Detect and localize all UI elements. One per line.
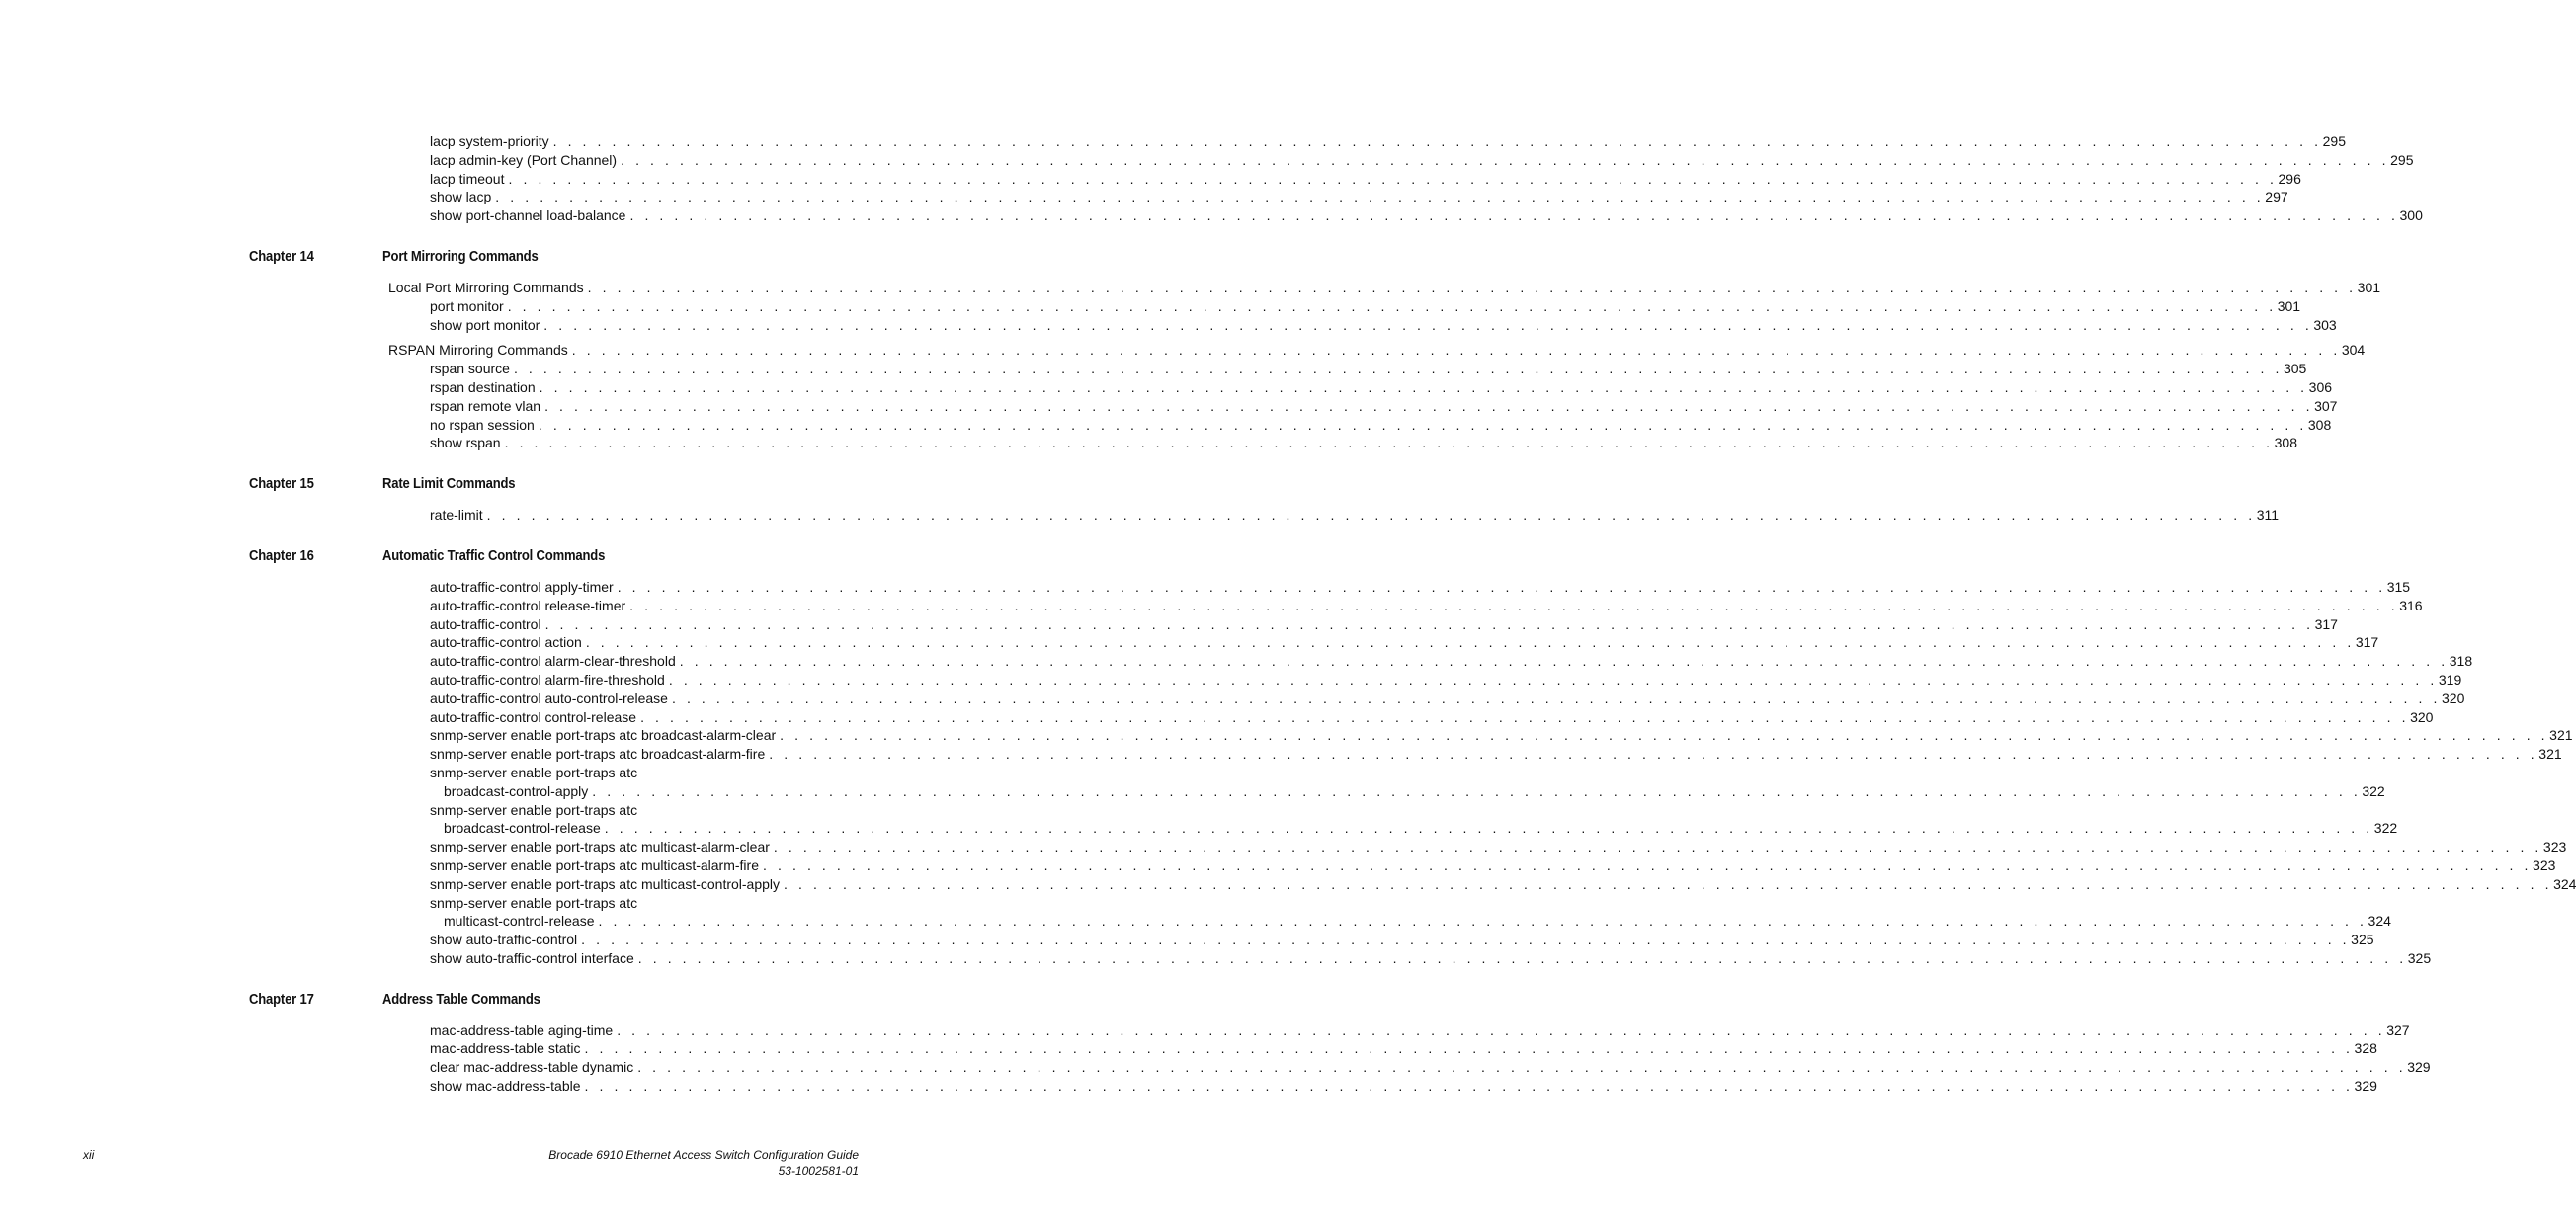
footer-doc-info	[548, 1147, 859, 1179]
toc-entry[interactable]	[0, 856, 2556, 875]
toc-entry[interactable]	[0, 782, 2385, 801]
dot-leader: . . . . . . . . . . . . . . . . . . . . . . . . . . . . . . . . . . . . . . . . . . . . . . . . . . . . . . . . . . . . . . . . . . . . . . . . . . . . . . . . . . . . . . . . . . . . . . . . . . . . . . . . . . . . . . . . . . . . . . . .	[604, 820, 2373, 837]
dot-leader: . . . . . . . . . . . . . . . . . . . . . . . . . . . . . . . . . . . . . . . . . . . . . . . . . . . . . . . . . . . . . . . . . . . . . . . . . . . . . . . . . . . . . . . . . . . . . . . . . . . . . . . . . . . . . . . . . . . . . . . .	[629, 597, 2399, 613]
toc-entry-page: 307	[2314, 397, 2338, 414]
toc-entry-leader-row	[430, 838, 2567, 856]
toc-entry-title: mac-address-table static	[430, 1039, 585, 1058]
toc-entry-title: show mac-address-table	[430, 1077, 585, 1096]
toc-entry[interactable]	[0, 206, 2423, 225]
toc-entry[interactable]	[0, 506, 2280, 525]
toc-entry-leader-row	[430, 316, 2337, 335]
toc-entry-page: 317	[2355, 634, 2379, 651]
toc-entry[interactable]	[0, 1077, 2377, 1096]
toc-entry-page: 322	[2373, 820, 2398, 837]
toc-entry-title: rspan remote vlan	[430, 397, 544, 416]
table-of-contents	[0, 132, 2576, 1096]
toc-entry[interactable]	[0, 578, 2411, 597]
toc-entry-leader-row	[430, 690, 2465, 708]
chapter-title: Automatic Traffic Control Commands	[382, 547, 606, 564]
toc-entry-page: 318	[2449, 653, 2473, 670]
dot-leader: . . . . . . . . . . . . . . . . . . . . . . . . . . . . . . . . . . . . . . . . . . . . . . . . . . . . . . . . . . . . . . . . . . . . . . . . . . . . . . . . . . . . . . . . . . . . . . . . . . . . . . . . . . . . . . . . . . . . . . . .	[513, 361, 2283, 377]
chapter-label: Chapter 15	[249, 476, 314, 493]
toc-entry[interactable]	[0, 615, 2338, 634]
toc-entry-title: lacp admin-key (Port Channel)	[430, 151, 621, 170]
toc-entry-leader-row	[430, 633, 2379, 652]
toc-entry-page: 295	[2390, 151, 2414, 168]
toc-entry-wrapped-line	[0, 764, 943, 782]
toc-entry[interactable]	[0, 819, 2398, 838]
chapter-heading[interactable]	[0, 245, 943, 269]
toc-entry-page: 321	[2538, 746, 2562, 763]
toc-entry-page: 316	[2399, 597, 2423, 613]
toc-entry-title: auto-traffic-control release-timer	[430, 597, 629, 615]
toc-entry-page: 324	[2368, 913, 2391, 930]
toc-entry[interactable]	[0, 378, 2333, 397]
toc-entry[interactable]	[0, 397, 2338, 416]
chapter-title: Address Table Commands	[382, 991, 540, 1008]
chapter-label: Chapter 14	[249, 248, 314, 265]
dot-leader: . . . . . . . . . . . . . . . . . . . . . . . . . . . . . . . . . . . . . . . . . . . . . . . . . . . . . . . . . . . . . . . . . . . . . . . . . . . . . . . . . . . . . . . . . . . . . . . . . . . . . . . . . . . . . . . . . . . . . . . .	[617, 578, 2386, 595]
chapter-label: Chapter 16	[249, 547, 314, 564]
dot-leader: . . . . . . . . . . . . . . . . . . . . . . . . . . . . . . . . . . . . . . . . . . . . . . . . . . . . . . . . . . . . . . . . . . . . . . . . . . . . . . . . . . . . . . . . . . . . . . . . . . . . . . . . . . . . . . . . . . . . . . . .	[495, 189, 2265, 205]
toc-entry-page: 315	[2386, 578, 2411, 595]
toc-entry-title: show rspan	[430, 434, 505, 452]
toc-entry-title: broadcast-control-apply	[444, 782, 592, 801]
footer-page-number: xii	[83, 1148, 95, 1162]
toc-entry-title: RSPAN Mirroring Commands	[388, 341, 572, 360]
toc-entry-leader-row	[430, 206, 2423, 225]
toc-entry-leader-row	[430, 856, 2556, 875]
toc-entry-leader-row	[430, 615, 2338, 634]
toc-entry-page: 327	[2386, 1021, 2410, 1038]
dot-leader: . . . . . . . . . . . . . . . . . . . . . . . . . . . . . . . . . . . . . . . . . . . . . . . . . . . . . . . . . . . . . . . . . . . . . . . . . . . . . . . . . . . . . . . . . . . . . . . . . . . . . . . . . . . . . . . . . . . . . . . .	[508, 170, 2278, 187]
toc-entry[interactable]	[0, 434, 2297, 452]
toc-entry-title: show port monitor	[430, 316, 543, 335]
toc-entry-page: 323	[2542, 839, 2567, 855]
toc-entry[interactable]	[0, 1058, 2431, 1077]
toc-entry-page: 320	[2410, 708, 2434, 725]
dot-leader: . . . . . . . . . . . . . . . . . . . . . . . . . . . . . . . . . . . . . . . . . . . . . . . . . . . . . . . . . . . . . . . . . . . . . . . . . . . . . . . . . . . . . . . . . . . . . . . . . . . . . . . . . . . . . . . . . . . . . . . .	[679, 653, 2449, 670]
toc-entry-page: 328	[2354, 1040, 2377, 1057]
dot-leader: . . . . . . . . . . . . . . . . . . . . . . . . . . . . . . . . . . . . . . . . . . . . . . . . . . . . . . . . . . . . . . . . . . . . . . . . . . . . . . . . . . . . . . . . . . . . . . . . . . . . . . . . . . . . . . . . . . . . . . . .	[584, 1040, 2354, 1057]
toc-entry-leader-row	[430, 170, 2301, 189]
toc-entry[interactable]	[0, 1039, 2377, 1058]
toc-entry-page: 301	[2357, 279, 2381, 295]
footer-doc-title: Brocade 6910 Ethernet Access Switch Configuration Guide	[548, 1148, 859, 1162]
toc-entry-leader-row	[430, 506, 2280, 525]
toc-entry-page: 322	[2362, 782, 2385, 799]
toc-entry[interactable]	[0, 671, 2462, 690]
dot-leader: . . . . . . . . . . . . . . . . . . . . . . . . . . . . . . . . . . . . . . . . . . . . . . . . . . . . . . . . . . . . . . . . . . . . . . . . . . . . . . . . . . . . . . . . . . . . . . . . . . . . . . . . . . . . . . . . . . . . . . . .	[629, 207, 2399, 224]
toc-entry-leader-row	[430, 1077, 2377, 1096]
toc-entry-leader-row	[430, 1039, 2377, 1058]
dot-leader: . . . . . . . . . . . . . . . . . . . . . . . . . . . . . . . . . . . . . . . . . . . . . . . . . . . . . . . . . . . . . . . . . . . . . . . . . . . . . . . . . . . . . . . . . . . . . . . . . . . . . . . . . . . . . . . . . . . . . . . .	[585, 634, 2355, 651]
toc-entry-title: snmp-server enable port-traps atc broadcast-alarm-clear	[430, 726, 780, 745]
section-gap	[0, 334, 943, 341]
toc-entry-title: auto-traffic-control control-release	[430, 708, 640, 727]
toc-entry-page: 305	[2283, 361, 2307, 377]
toc-entry[interactable]	[0, 745, 2562, 764]
toc-entry-page: 303	[2313, 316, 2337, 333]
dot-leader: . . . . . . . . . . . . . . . . . . . . . . . . . . . . . . . . . . . . . . . . . . . . . . . . . . . . . . . . . . . . . . . . . . . . . . . . . . . . . . . . . . . . . . . . . . . . . . . . . . . . . . . . . . . . . . . . . . . . . . . .	[584, 1078, 2354, 1095]
dot-leader: . . . . . . . . . . . . . . . . . . . . . . . . . . . . . . . . . . . . . . . . . . . . . . . . . . . . . . . . . . . . . . . . . . . . . . . . . . . . . . . . . . . . . . . . . . . . . . . . . . . . . . . . . . . . . . . . . . . . . . . .	[587, 279, 2357, 295]
dot-leader: . . . . . . . . . . . . . . . . . . . . . . . . . . . . . . . . . . . . . . . . . . . . . . . . . . . . . . . . . . . . . . . . . . . . . . . . . . . . . . . . . . . . . . . . . . . . . . . . . . . . . . . . . . . . . . . . . . . . . . . .	[598, 913, 2368, 930]
toc-entry[interactable]	[0, 875, 2576, 894]
toc-entry-page: 308	[2307, 416, 2332, 433]
toc-entry-leader-row	[430, 188, 2288, 206]
dot-leader: . . . . . . . . . . . . . . . . . . . . . . . . . . . . . . . . . . . . . . . . . . . . . . . . . . . . . . . . . . . . . . . . . . . . . . . . . . . . . . . . . . . . . . . . . . . . . . . . . . . . . . . . . . . . . . . . . . . . . . . .	[668, 671, 2438, 688]
chapter-title: Port Mirroring Commands	[382, 248, 539, 265]
toc-entry-leader-row	[444, 912, 2391, 931]
toc-entry-leader-row	[430, 416, 2332, 435]
dot-leader: . . . . . . . . . . . . . . . . . . . . . . . . . . . . . . . . . . . . . . . . . . . . . . . . . . . . . . . . . . . . . . . . . . . . . . . . . . . . . . . . . . . . . . . . . . . . . . . . . . . . . . . . . . . . . . . . . . . . . . . .	[571, 342, 2341, 359]
toc-entry-title: auto-traffic-control	[430, 615, 545, 634]
toc-entry-page: 300	[2399, 207, 2423, 224]
dot-leader: . . . . . . . . . . . . . . . . . . . . . . . . . . . . . . . . . . . . . . . . . . . . . . . . . . . . . . . . . . . . . . . . . . . . . . . . . . . . . . . . . . . . . . . . . . . . . . . . . . . . . . . . . . . . . . . . . . . . . . . .	[769, 746, 2538, 763]
toc-entry-title: show lacp	[430, 188, 495, 206]
toc-entry-title: auto-traffic-control alarm-clear-threshold	[430, 652, 680, 671]
toc-entry-title: show auto-traffic-control	[430, 931, 581, 949]
chapter-heading[interactable]	[0, 988, 943, 1012]
toc-entry-leader-row	[430, 397, 2338, 416]
dot-leader: . . . . . . . . . . . . . . . . . . . . . . . . . . . . . . . . . . . . . . . . . . . . . . . . . . . . . . . . . . . . . . . . . . . . . . . . . . . . . . . . . . . . . . . . . . . . . . . . . . . . . . . . . . . . . . . . . . . . . . . .	[621, 151, 2390, 168]
dot-leader: . . . . . . . . . . . . . . . . . . . . . . . . . . . . . . . . . . . . . . . . . . . . . . . . . . . . . . . . . . . . . . . . . . . . . . . . . . . . . . . . . . . . . . . . . . . . . . . . . . . . . . . . . . . . . . . . . . . . . . . .	[539, 378, 2308, 395]
footer-doc-number: 53-1002581-01	[778, 1164, 859, 1178]
dot-leader: . . . . . . . . . . . . . . . . . . . . . . . . . . . . . . . . . . . . . . . . . . . . . . . . . . . . . . . . . . . . . . . . . . . . . . . . . . . . . . . . . . . . . . . . . . . . . . . . . . . . . . . . . . . . . . . . . . . . . . . .	[671, 690, 2441, 706]
toc-entry-page: 329	[2407, 1059, 2431, 1076]
dot-leader: . . . . . . . . . . . . . . . . . . . . . . . . . . . . . . . . . . . . . . . . . . . . . . . . . . . . . . . . . . . . . . . . . . . . . . . . . . . . . . . . . . . . . . . . . . . . . . . . . . . . . . . . . . . . . . . . . . . . . . . .	[552, 133, 2322, 149]
toc-entry-leader-row	[430, 151, 2414, 170]
toc-entry[interactable]	[0, 316, 2337, 335]
toc-entry[interactable]	[0, 726, 2573, 745]
toc-entry-wrapped-line	[0, 801, 943, 820]
toc-entry-title: no rspan session	[430, 416, 539, 435]
toc-entry-page: 319	[2438, 671, 2462, 688]
toc-entry[interactable]	[0, 151, 2414, 170]
toc-entry-page: 301	[2277, 297, 2301, 314]
toc-entry-title: multicast-control-release	[444, 912, 599, 931]
toc-entry-title: auto-traffic-control auto-control-release	[430, 690, 672, 708]
toc-entry-leader-row	[430, 931, 2374, 949]
toc-entry-title: Local Port Mirroring Commands	[388, 279, 588, 297]
toc-entry[interactable]	[0, 279, 2381, 297]
toc-entry-title-line1: snmp-server enable port-traps atc	[430, 894, 638, 911]
toc-entry-leader-row	[430, 949, 2432, 968]
dot-leader: . . . . . . . . . . . . . . . . . . . . . . . . . . . . . . . . . . . . . . . . . . . . . . . . . . . . . . . . . . . . . . . . . . . . . . . . . . . . . . . . . . . . . . . . . . . . . . . . . . . . . . . . . . . . . . . . . . . . . . . .	[543, 316, 2313, 333]
dot-leader: . . . . . . . . . . . . . . . . . . . . . . . . . . . . . . . . . . . . . . . . . . . . . . . . . . . . . . . . . . . . . . . . . . . . . . . . . . . . . . . . . . . . . . . . . . . . . . . . . . . . . . . . . . . . . . . . . . . . . . . .	[617, 1021, 2386, 1038]
dot-leader: . . . . . . . . . . . . . . . . . . . . . . . . . . . . . . . . . . . . . . . . . . . . . . . . . . . . . . . . . . . . . . . . . . . . . . . . . . . . . . . . . . . . . . . . . . . . . . . . . . . . . . . . . . . . . . . . . . . . . . . .	[640, 708, 2410, 725]
toc-entry[interactable]	[0, 708, 2434, 727]
toc-entry-title: port monitor	[430, 297, 508, 316]
toc-entry-page: 306	[2308, 378, 2333, 395]
toc-entry-title: show port-channel load-balance	[430, 206, 629, 225]
toc-entry[interactable]	[0, 1021, 2410, 1040]
dot-leader: . . . . . . . . . . . . . . . . . . . . . . . . . . . . . . . . . . . . . . . . . . . . . . . . . . . . . . . . . . . . . . . . . . . . . . . . . . . . . . . . . . . . . . . . . . . . . . . . . . . . . . . . . . . . . . . . . . . . . . . .	[637, 1059, 2407, 1076]
dot-leader: . . . . . . . . . . . . . . . . . . . . . . . . . . . . . . . . . . . . . . . . . . . . . . . . . . . . . . . . . . . . . . . . . . . . . . . . . . . . . . . . . . . . . . . . . . . . . . . . . . . . . . . . . . . . . . . . . . . . . . . .	[538, 416, 2307, 433]
toc-entry-leader-row	[430, 597, 2423, 615]
toc-entry-title: rate-limit	[430, 506, 487, 525]
toc-entry-leader-row	[430, 1058, 2431, 1077]
dot-leader: . . . . . . . . . . . . . . . . . . . . . . . . . . . . . . . . . . . . . . . . . . . . . . . . . . . . . . . . . . . . . . . . . . . . . . . . . . . . . . . . . . . . . . . . . . . . . . . . . . . . . . . . . . . . . . . . . . . . . . . .	[773, 839, 2542, 855]
toc-entry-title: snmp-server enable port-traps atc multicast-alarm-clear	[430, 838, 774, 856]
toc-entry-title-line1: snmp-server enable port-traps atc	[430, 764, 638, 780]
toc-entry[interactable]	[0, 633, 2379, 652]
toc-entry[interactable]	[0, 297, 2301, 316]
toc-entry-leader-row	[444, 819, 2398, 838]
toc-entry-title: auto-traffic-control alarm-fire-threshold	[430, 671, 669, 690]
toc-entry-title: lacp system-priority	[430, 132, 553, 151]
chapter-label: Chapter 17	[249, 991, 314, 1008]
toc-entry-title-line1: snmp-server enable port-traps atc	[430, 801, 638, 818]
toc-entry[interactable]	[0, 597, 2423, 615]
dot-leader: . . . . . . . . . . . . . . . . . . . . . . . . . . . . . . . . . . . . . . . . . . . . . . . . . . . . . . . . . . . . . . . . . . . . . . . . . . . . . . . . . . . . . . . . . . . . . . . . . . . . . . . . . . . . . . . . . . . . . . . .	[637, 949, 2407, 966]
toc-entry-title: broadcast-control-release	[444, 819, 605, 838]
toc-entry[interactable]	[0, 949, 2432, 968]
toc-entry-page: 295	[2322, 133, 2346, 149]
toc-entry[interactable]	[0, 416, 2332, 435]
toc-entry-title: snmp-server enable port-traps atc multicast-control-apply	[430, 875, 784, 894]
toc-entry-leader-row	[430, 671, 2462, 690]
toc-entry[interactable]	[0, 931, 2374, 949]
toc-entry-page: 297	[2265, 189, 2288, 205]
toc-entry-page: 325	[2407, 949, 2432, 966]
dot-leader: . . . . . . . . . . . . . . . . . . . . . . . . . . . . . . . . . . . . . . . . . . . . . . . . . . . . . . . . . . . . . . . . . . . . . . . . . . . . . . . . . . . . . . . . . . . . . . . . . . . . . . . . . . . . . . . . . . . . . . . .	[504, 435, 2274, 451]
toc-entry-leader-row	[430, 132, 2346, 151]
toc-entry[interactable]	[0, 170, 2301, 189]
toc-entry-leader-row	[430, 360, 2307, 378]
toc-entry-title: snmp-server enable port-traps atc broadcast-alarm-fire	[430, 745, 769, 764]
toc-entry-leader-row	[430, 434, 2297, 452]
toc-entry-leader-row	[430, 726, 2573, 745]
chapter-heading[interactable]	[0, 472, 943, 496]
toc-entry-title: auto-traffic-control apply-timer	[430, 578, 618, 597]
dot-leader: . . . . . . . . . . . . . . . . . . . . . . . . . . . . . . . . . . . . . . . . . . . . . . . . . . . . . . . . . . . . . . . . . . . . . . . . . . . . . . . . . . . . . . . . . . . . . . . . . . . . . . . . . . . . . . . . . . . . . . . .	[592, 782, 2362, 799]
toc-entry[interactable]	[0, 838, 2567, 856]
toc-entry-leader-row	[444, 782, 2385, 801]
toc-entry-leader-row	[430, 745, 2562, 764]
toc-entry[interactable]	[0, 690, 2465, 708]
toc-entry-title: auto-traffic-control action	[430, 633, 586, 652]
toc-entry-leader-row	[430, 1021, 2410, 1040]
dot-leader: . . . . . . . . . . . . . . . . . . . . . . . . . . . . . . . . . . . . . . . . . . . . . . . . . . . . . . . . . . . . . . . . . . . . . . . . . . . . . . . . . . . . . . . . . . . . . . . . . . . . . . . . . . . . . . . . . . . . . . . .	[486, 507, 2256, 524]
dot-leader: . . . . . . . . . . . . . . . . . . . . . . . . . . . . . . . . . . . . . . . . . . . . . . . . . . . . . . . . . . . . . . . . . . . . . . . . . . . . . . . . . . . . . . . . . . . . . . . . . . . . . . . . . . . . . . . . . . . . . . . .	[784, 875, 2553, 892]
toc-entry-page: 311	[2256, 507, 2280, 524]
toc-entry-page: 323	[2533, 856, 2556, 873]
toc-entry-leader-row	[430, 297, 2301, 316]
dot-leader: . . . . . . . . . . . . . . . . . . . . . . . . . . . . . . . . . . . . . . . . . . . . . . . . . . . . . . . . . . . . . . . . . . . . . . . . . . . . . . . . . . . . . . . . . . . . . . . . . . . . . . . . . . . . . . . . . . . . . . . .	[581, 932, 2351, 948]
toc-entry-page: 296	[2278, 170, 2301, 187]
toc-entry[interactable]	[0, 652, 2473, 671]
toc-entry-page: 329	[2354, 1078, 2377, 1095]
toc-entry-leader-row	[388, 341, 2366, 360]
toc-entry-page: 325	[2351, 932, 2374, 948]
toc-entry-wrapped-line	[0, 894, 943, 913]
toc-entry-leader-row	[430, 378, 2333, 397]
dot-leader: . . . . . . . . . . . . . . . . . . . . . . . . . . . . . . . . . . . . . . . . . . . . . . . . . . . . . . . . . . . . . . . . . . . . . . . . . . . . . . . . . . . . . . . . . . . . . . . . . . . . . . . . . . . . . . . . . . . . . . . .	[544, 615, 2314, 632]
toc-entry-leader-row	[430, 578, 2411, 597]
toc-entry-page: 324	[2553, 875, 2576, 892]
dot-leader: . . . . . . . . . . . . . . . . . . . . . . . . . . . . . . . . . . . . . . . . . . . . . . . . . . . . . . . . . . . . . . . . . . . . . . . . . . . . . . . . . . . . . . . . . . . . . . . . . . . . . . . . . . . . . . . . . . . . . . . .	[507, 297, 2277, 314]
toc-entry-leader-row	[430, 652, 2473, 671]
toc-entry-page: 320	[2442, 690, 2465, 706]
toc-entry[interactable]	[0, 188, 2288, 206]
toc-entry-leader-row	[388, 279, 2381, 297]
toc-entry-title: snmp-server enable port-traps atc multicast-alarm-fire	[430, 856, 763, 875]
toc-entry-title: clear mac-address-table dynamic	[430, 1058, 637, 1077]
toc-entry-page: 317	[2314, 615, 2338, 632]
toc-entry-title: rspan source	[430, 360, 514, 378]
dot-leader: . . . . . . . . . . . . . . . . . . . . . . . . . . . . . . . . . . . . . . . . . . . . . . . . . . . . . . . . . . . . . . . . . . . . . . . . . . . . . . . . . . . . . . . . . . . . . . . . . . . . . . . . . . . . . . . . . . . . . . . .	[544, 397, 2314, 414]
toc-entry-leader-row	[430, 708, 2434, 727]
toc-entry[interactable]	[0, 132, 2346, 151]
toc-entry[interactable]	[0, 341, 2366, 360]
toc-entry-title: mac-address-table aging-time	[430, 1021, 617, 1040]
toc-entry-page: 321	[2549, 727, 2573, 744]
toc-entry-title: rspan destination	[430, 378, 540, 397]
toc-entry[interactable]	[0, 912, 2391, 931]
dot-leader: . . . . . . . . . . . . . . . . . . . . . . . . . . . . . . . . . . . . . . . . . . . . . . . . . . . . . . . . . . . . . . . . . . . . . . . . . . . . . . . . . . . . . . . . . . . . . . . . . . . . . . . . . . . . . . . . . . . . . . . .	[780, 727, 2549, 744]
toc-entry-page: 308	[2274, 435, 2297, 451]
chapter-heading[interactable]	[0, 544, 943, 568]
toc-entry-leader-row	[430, 875, 2576, 894]
toc-entry[interactable]	[0, 360, 2307, 378]
toc-entry-title: lacp timeout	[430, 170, 508, 189]
chapter-title: Rate Limit Commands	[382, 476, 516, 493]
toc-entry-page: 304	[2341, 342, 2366, 359]
dot-leader: . . . . . . . . . . . . . . . . . . . . . . . . . . . . . . . . . . . . . . . . . . . . . . . . . . . . . . . . . . . . . . . . . . . . . . . . . . . . . . . . . . . . . . . . . . . . . . . . . . . . . . . . . . . . . . . . . . . . . . . .	[763, 856, 2533, 873]
toc-entry-title: show auto-traffic-control interface	[430, 949, 638, 968]
